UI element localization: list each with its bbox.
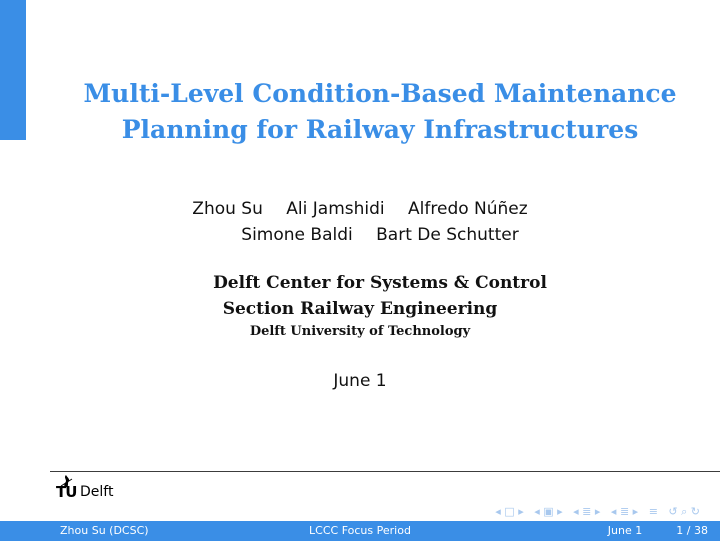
footer-event: LCCC Focus Period <box>309 524 411 537</box>
footer-bar <box>0 521 720 541</box>
author-name: Ali Jamshidi <box>286 199 385 219</box>
author-name: Simone Baldi <box>241 225 353 245</box>
affiliation-university: Delft University of Technology <box>249 324 471 339</box>
affiliation-center: Delft Center for Systems & Control <box>213 273 547 293</box>
nav-section-icon[interactable]: ◂ ≣ ▸ <box>573 505 601 518</box>
footer-page-number: 1 / 38 <box>676 524 708 537</box>
author-name: Bart De Schutter <box>376 225 519 245</box>
left-accent-bar <box>0 0 26 140</box>
nav-align-icon[interactable]: ≡ <box>648 505 658 518</box>
author-line-2 <box>0 222 720 248</box>
affiliation-section: Section Railway Engineering <box>222 299 498 319</box>
author-line-1 <box>0 196 720 222</box>
logo-tu: TU <box>56 483 77 501</box>
slide-date: June 1 <box>333 371 387 391</box>
divider <box>50 471 720 472</box>
nav-frame-icon[interactable]: ◂ □ ▸ <box>495 505 524 518</box>
affiliations <box>0 270 720 342</box>
footer-author: Zhou Su (DCSC) <box>60 524 149 537</box>
author-list <box>0 196 720 248</box>
nav-subsection-icon[interactable]: ◂ ▣ ▸ <box>534 505 563 518</box>
nav-search-icon[interactable]: ↺ ⌕ ↻ <box>668 505 700 518</box>
title-line-2: Planning for Railway Infrastructures <box>121 115 639 144</box>
beamer-navigation[interactable] <box>488 505 700 519</box>
tudelft-logo <box>56 475 126 505</box>
slide-title <box>40 76 720 148</box>
logo-delft: Delft <box>80 484 114 500</box>
author-name: Alfredo Núñez <box>408 199 528 219</box>
footer-date: June 1 <box>607 524 643 537</box>
author-name: Zhou Su <box>192 199 263 219</box>
title-line-1: Multi-Level Condition-Based Maintenance <box>83 79 677 108</box>
nav-doc-icon[interactable]: ◂ ≣ ▸ <box>610 505 639 518</box>
